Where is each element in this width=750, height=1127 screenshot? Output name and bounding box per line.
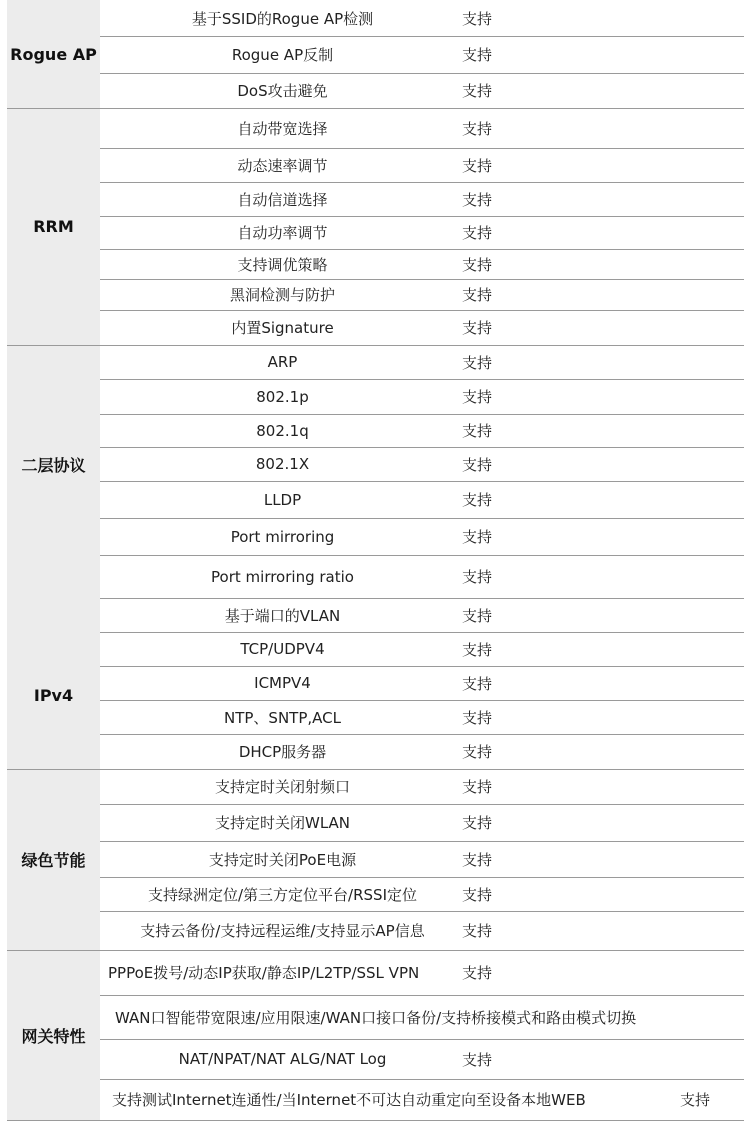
table-row	[100, 216, 744, 249]
table-row	[100, 279, 744, 310]
feature-label: DoS攻击避免	[237, 82, 328, 100]
support-value: 支持	[462, 528, 493, 546]
support-value: 支持	[462, 286, 493, 304]
table-row	[100, 345, 744, 379]
category-cell-x: 二层协议	[7, 345, 100, 635]
support-value: 支持	[462, 491, 493, 509]
support-value: 支持	[680, 1091, 711, 1109]
feature-label: NTP、SNTP,ACL	[224, 708, 341, 727]
feature-label: 802.1q	[256, 421, 309, 440]
feature-label: DHCP服务器	[238, 743, 327, 761]
category-cell-x: 绿色节能	[7, 769, 100, 950]
row-divider	[100, 841, 744, 842]
row-divider	[100, 379, 744, 380]
feature-label: 基于SSID的Rogue AP检测	[191, 9, 374, 28]
feature-label: 支持调优策略	[237, 255, 328, 274]
row-divider	[100, 73, 744, 74]
table-row	[100, 0, 744, 36]
support-value: 支持	[462, 82, 493, 100]
feature-label: 黑洞检测与防护	[229, 286, 335, 304]
table-row	[100, 249, 744, 279]
table-row	[100, 379, 744, 414]
support-value: 支持	[462, 319, 493, 337]
feature-label: PPPoE拨号/动态IP获取/静态IP/L2TP/SSL VPN	[108, 964, 420, 982]
support-value: 支持	[462, 964, 493, 982]
row-divider	[100, 1079, 744, 1080]
row-divider	[100, 804, 744, 805]
support-value: 支持	[462, 1050, 493, 1069]
category-cell-rogue-ap: Rogue AP	[7, 0, 100, 108]
feature-label: 自动信道选择	[237, 190, 328, 209]
row-divider	[7, 769, 744, 770]
table-row	[100, 555, 744, 598]
row-divider	[100, 995, 744, 996]
support-value: 支持	[462, 119, 493, 138]
row-divider	[100, 598, 744, 599]
support-value: 支持	[462, 568, 493, 586]
table-row	[100, 73, 744, 108]
row-divider	[100, 36, 744, 37]
row-divider	[100, 518, 744, 519]
table-row	[100, 950, 744, 995]
feature-label: 802.1X	[255, 455, 310, 473]
feature-label: 基于端口的VLAN	[224, 606, 341, 625]
table-row	[100, 804, 744, 841]
row-divider	[100, 481, 744, 482]
row-divider	[100, 148, 744, 149]
table-row	[100, 148, 744, 182]
table-row	[100, 632, 744, 666]
feature-label: Port mirroring	[230, 527, 335, 546]
feature-label: 802.1p	[256, 387, 309, 406]
support-value: 支持	[462, 885, 493, 904]
feature-label: Port mirroring ratio	[211, 567, 354, 586]
support-value: 支持	[462, 640, 493, 659]
support-value: 支持	[462, 814, 493, 832]
feature-label: 自动功率调节	[237, 224, 328, 242]
row-divider	[100, 279, 744, 280]
feature-label: ICMPV4	[254, 674, 311, 692]
feature-label: NAT/NPAT/NAT ALG/NAT Log	[178, 1050, 387, 1068]
table-row	[100, 995, 744, 1039]
support-value: 支持	[462, 388, 493, 406]
table-row	[100, 769, 744, 804]
category-cell-rrm: RRM	[7, 108, 100, 345]
table-row	[100, 310, 744, 345]
support-value: 支持	[462, 224, 493, 242]
support-value: 支持	[462, 353, 493, 372]
feature-label: Rogue AP反制	[231, 46, 334, 64]
feature-label: 动态速率调节	[237, 156, 328, 175]
feature-label: 内置Signature	[231, 319, 334, 337]
table-row	[100, 1039, 744, 1079]
support-value: 支持	[462, 455, 493, 474]
table-row	[100, 666, 744, 700]
category-cell-ipv4: IPv4	[7, 635, 100, 769]
row-divider	[7, 950, 744, 951]
table-row	[100, 700, 744, 734]
row-divider	[7, 345, 744, 346]
support-value: 支持	[462, 255, 493, 274]
row-divider	[100, 182, 744, 183]
table-row	[100, 108, 744, 148]
support-value: 支持	[462, 606, 493, 625]
feature-label: 支持定时关闭PoE电源	[208, 850, 357, 869]
feature-label: 支持定时关闭WLAN	[214, 814, 350, 832]
support-value: 支持	[462, 156, 493, 175]
support-value: 支持	[462, 743, 493, 761]
row-divider	[7, 1120, 744, 1121]
support-value: 支持	[462, 850, 493, 869]
support-value: 支持	[462, 190, 493, 209]
row-divider	[100, 632, 744, 633]
feature-label: 支持绿洲定位/第三方定位平台/RSSI定位	[148, 885, 417, 904]
table-row	[100, 877, 744, 911]
row-divider	[100, 877, 744, 878]
feature-label: WAN口智能带宽限速/应用限速/WAN口接口备份/支持桥接模式和路由模式切换	[115, 1008, 637, 1027]
feature-label: ARP	[267, 353, 298, 371]
row-divider	[100, 911, 744, 912]
table-row	[100, 1079, 744, 1120]
support-value: 支持	[462, 46, 493, 64]
table-row	[100, 598, 744, 632]
table-row	[100, 481, 744, 518]
row-divider	[100, 734, 744, 735]
table-row	[100, 447, 744, 481]
support-value: 支持	[462, 778, 493, 796]
feature-label: LLDP	[263, 490, 302, 509]
row-divider	[100, 666, 744, 667]
row-divider	[100, 1039, 744, 1040]
row-divider	[100, 310, 744, 311]
table-row	[100, 734, 744, 769]
table-row	[100, 518, 744, 555]
row-divider	[7, 108, 744, 109]
row-divider	[100, 216, 744, 217]
table-row	[100, 36, 744, 73]
row-divider	[100, 414, 744, 415]
support-value: 支持	[462, 422, 493, 440]
support-value: 支持	[462, 708, 493, 727]
support-value: 支持	[462, 674, 493, 693]
feature-label: 支持定时关闭射频口	[214, 778, 350, 796]
row-divider	[100, 555, 744, 556]
support-value: 支持	[462, 9, 493, 28]
support-value: 支持	[462, 922, 493, 940]
feature-label: 自动带宽选择	[237, 119, 328, 138]
feature-label: TCP/UDPV4	[240, 640, 325, 658]
table-row	[100, 911, 744, 950]
row-divider	[100, 249, 744, 250]
category-cell-x: 网关特性	[7, 950, 100, 1120]
table-row	[100, 414, 744, 447]
row-divider	[100, 700, 744, 701]
feature-label: 支持云备份/支持远程运维/支持显示AP信息	[140, 922, 425, 940]
row-divider	[100, 447, 744, 448]
feature-label: 支持测试Internet连通性/当Internet不可达自动重定向至设备本地WEB	[112, 1091, 586, 1109]
table-row	[100, 182, 744, 216]
table-row	[100, 841, 744, 877]
